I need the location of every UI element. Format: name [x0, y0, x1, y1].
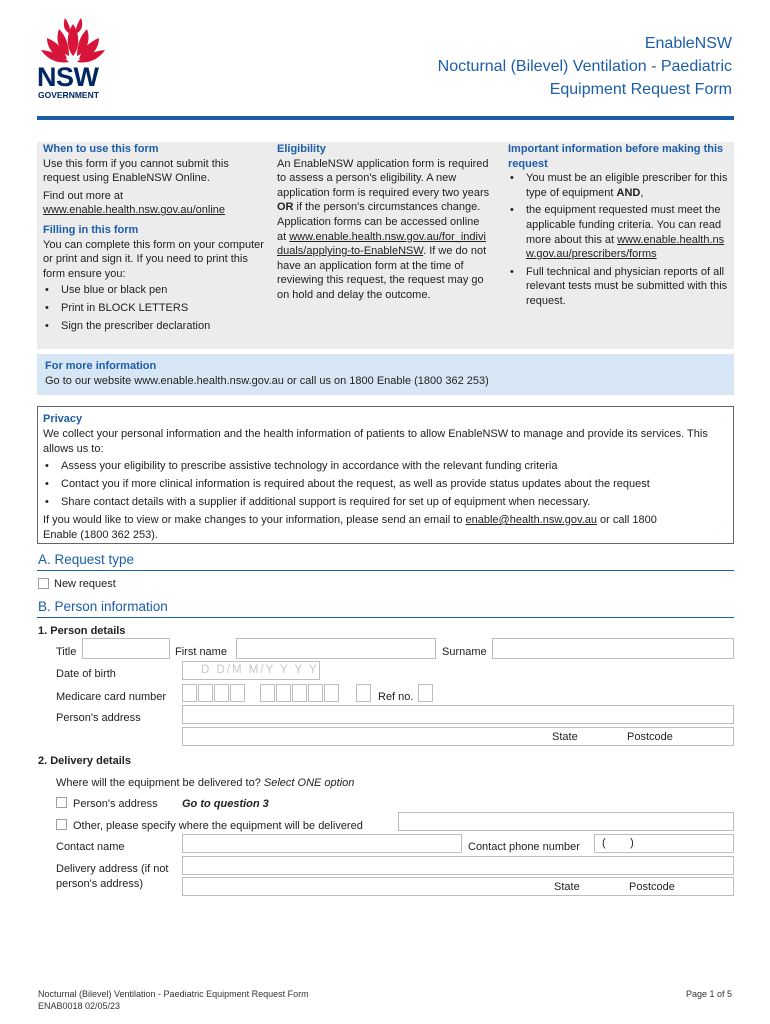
more-info-text: Go to our website www.enable.health.nsw.gov.au or call us on 1800 Enable (1800 362 253): [45, 375, 489, 387]
other-address-field[interactable]: [398, 812, 734, 831]
elig-or: OR: [277, 201, 294, 214]
state-label: State: [552, 731, 578, 743]
medicare-digit[interactable]: [214, 684, 229, 702]
privacy-item-text: Assess your eligibility to prescribe assistive technology in accordance with the relevant funding criteria: [61, 460, 558, 472]
contact-phone-field[interactable]: [594, 834, 734, 853]
prescriber-forms-link[interactable]: www.enable.health.nsw.gov.au/prescribers/forms: [526, 233, 725, 261]
more-info-box: [37, 354, 734, 395]
important-title: Important information before making this request: [508, 143, 724, 170]
privacy-item: • Assess your eligibility to prescribe assistive technology in accordance with the relevant funding criteria: [45, 460, 558, 472]
first-name-field[interactable]: [236, 638, 436, 659]
first-name-label: First name: [175, 646, 227, 658]
persons-address-label: Person's address: [73, 798, 158, 810]
more-info-title: For more information: [45, 360, 157, 372]
elig-text-3: . If we do not have an application form at the time of reviewing this request, the request may go on hold and delay the outcome.: [277, 245, 487, 301]
logo-subtext: GOVERNMENT: [38, 90, 99, 100]
privacy-item: • Contact you if more clinical information is required about the request, as well as provide status updates about the request: [45, 478, 650, 490]
imp-item1-text: You must be an eligible prescriber for this type of equipment: [526, 172, 728, 199]
privacy-closing: [43, 513, 693, 543]
privacy-title: Privacy: [43, 413, 83, 425]
list-item: • Full technical and physician reports of all relevant tests must be submitted with this request.: [508, 265, 730, 309]
imp-item2-text: the equipment requested must meet the applicable funding criteria. You can read more about this at: [526, 204, 722, 246]
footer-form-code: ENAB0018 02/05/23: [38, 1001, 121, 1011]
when-text: Use this form if you cannot submit this request using EnableNSW Online.: [43, 157, 229, 185]
imp-item1-comma: ,: [640, 186, 644, 199]
where-text: Where will the equipment be delivered to?: [56, 777, 264, 789]
important-list: [508, 171, 730, 308]
imp-item1-and: AND: [616, 186, 641, 199]
privacy-item-text: Contact you if more clinical information is required about the request, as well as provide status updates about the request: [61, 478, 650, 490]
persons-address-checkbox[interactable]: [56, 797, 67, 808]
privacy-box: [37, 406, 734, 544]
address-field-line1[interactable]: [182, 705, 734, 724]
info-col-when: [43, 142, 265, 333]
privacy-item: • Share contact details with a supplier if additional support is required for set up of equipment when necessary.: [45, 496, 591, 508]
section-a-title: A. Request type: [38, 552, 135, 567]
where-select-one: Select ONE option: [263, 777, 355, 789]
goto-q3: Go to question 3: [182, 798, 269, 810]
medicare-digit[interactable]: [230, 684, 245, 702]
address-label: Person's address: [56, 712, 141, 724]
dob-placeholder: D D/M M/Y Y Y Y: [201, 664, 319, 676]
surname-label: Surname: [442, 646, 487, 658]
title-field[interactable]: [82, 638, 170, 659]
ref-no-field[interactable]: [418, 684, 433, 702]
find-out-more: [43, 189, 265, 218]
filling-list: [43, 283, 265, 333]
filling-title: Filling in this form: [43, 223, 139, 236]
q1-title: 1. Person details: [38, 625, 126, 637]
medicare-digit[interactable]: [198, 684, 213, 702]
q2-title: 2. Delivery details: [38, 755, 131, 767]
postcode-label: Postcode: [627, 731, 673, 743]
online-link[interactable]: www.enable.health.nsw.gov.au/online: [43, 204, 226, 217]
header-rule: [37, 116, 734, 120]
new-request-checkbox[interactable]: [38, 578, 49, 589]
medicare-digit[interactable]: [356, 684, 371, 702]
privacy-closing-b: or call 1800 Enable (1800 362 253).: [43, 514, 657, 541]
medicare-digit[interactable]: [182, 684, 197, 702]
info-col-important: [508, 142, 730, 309]
elig-text-1: An EnableNSW application form is required to assess a person's eligibility. A new application form is required every two years: [277, 157, 490, 199]
email-link[interactable]: enable@health.nsw.gov.au: [465, 514, 597, 526]
dob-label: Date of birth: [56, 668, 116, 680]
section-b-title: B. Person information: [38, 599, 168, 614]
info-col-eligibility: [277, 142, 491, 303]
new-request-label: New request: [54, 578, 116, 590]
list-item: • Use blue or black pen: [43, 283, 265, 298]
list-item: [508, 203, 730, 261]
footer-page-number: Page 1 of 5: [685, 989, 732, 999]
other-address-checkbox[interactable]: [56, 819, 67, 830]
other-address-label: Other, please specify where the equipment will be delivered: [73, 820, 363, 832]
medicare-digit[interactable]: [276, 684, 291, 702]
nsw-logo: [35, 18, 111, 100]
medicare-label: Medicare card number: [56, 691, 167, 703]
privacy-text: We collect your personal information and the health information of patients to allow EnableNSW to manage and provide its services. This allows us to:: [43, 428, 708, 455]
header-line1: EnableNSW: [644, 35, 732, 52]
delivery-address-label: Delivery address (if not person's address): [56, 863, 169, 890]
header-line3: Equipment Request Form: [549, 81, 732, 98]
medicare-digit[interactable]: [324, 684, 339, 702]
elig-text-2: if the person's circumstances change. Application forms can be accessed online at: [277, 201, 481, 243]
eligibility-title: Eligibility: [277, 143, 326, 155]
where-question: [56, 777, 354, 789]
section-a-rule: [37, 570, 734, 571]
state-label-2: State: [554, 881, 580, 893]
privacy-item-text: Share contact details with a supplier if additional support is required for set up of equipment when necessary.: [61, 496, 591, 508]
filling-text: You can complete this form on your computer or print and sign it. If you need to print this form ensure you:: [43, 238, 264, 280]
application-link[interactable]: www.enable.health.nsw.gov.au/for_individuals/applying-to-EnableNSW: [277, 230, 486, 258]
surname-field[interactable]: [492, 638, 734, 659]
title-label: Title: [56, 646, 77, 658]
contact-name-field[interactable]: [182, 834, 462, 853]
medicare-digit[interactable]: [260, 684, 275, 702]
phone-area-code: ( ): [602, 837, 634, 849]
delivery-address-line1[interactable]: [182, 856, 734, 875]
header-line2: Nocturnal (Bilevel) Ventilation - Paediatric: [437, 58, 732, 75]
list-item: [508, 171, 730, 200]
contact-phone-label: Contact phone number: [468, 841, 580, 853]
section-b-rule: [37, 617, 734, 618]
postcode-label-2: Postcode: [629, 881, 675, 893]
list-item: • Sign the prescriber declaration: [43, 319, 265, 334]
list-item: • Print in BLOCK LETTERS: [43, 301, 265, 316]
when-title: When to use this form: [43, 143, 159, 155]
privacy-closing-a: If you would like to view or make changes to your information, please send an email to: [43, 514, 466, 526]
footer-form-name: Nocturnal (Bilevel) Ventilation - Paediatric Equipment Request Form: [38, 989, 309, 999]
medicare-digit[interactable]: [292, 684, 307, 702]
eligibility-text: [277, 157, 491, 303]
medicare-digit[interactable]: [308, 684, 323, 702]
logo-text: NSW: [37, 62, 99, 92]
info-box: [37, 142, 734, 349]
find-text: Find out more at: [43, 189, 124, 202]
ref-no-label: Ref no.: [378, 691, 414, 703]
contact-name-label: Contact name: [56, 841, 125, 853]
dob-field[interactable]: [182, 661, 320, 680]
